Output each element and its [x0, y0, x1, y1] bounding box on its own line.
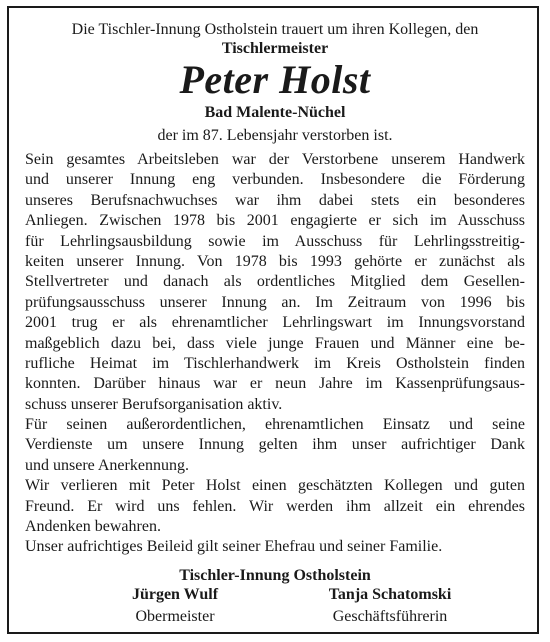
body-line: konnten. Darüber hinaus war er neun Jahre im Kassenprüfungsaus- — [25, 375, 525, 393]
body-line: Freund. Er wird uns fehlen. Wir werden ihm allzeit ein ehrendes — [25, 497, 525, 515]
body-line: Anliegen. Zwischen 1978 bis 2001 engagierte er sich im Ausschuss — [25, 212, 525, 230]
body-line: und unserer Innung eng verbunden. Insbesondere die Förderung — [25, 171, 525, 189]
body-line: für Lehrlingsausbildung sowie im Ausschuss für Lehrlingsstreitig- — [25, 232, 525, 250]
deceased-place: Bad Malente-Nüchel — [204, 104, 346, 121]
signature-right — [300, 586, 480, 626]
body-line: Andenken bewahren. — [25, 518, 161, 536]
signature-organization: Tischler-Innung Ostholstein — [179, 567, 371, 584]
body-line: prüfungsausschuss unserer Innung an. Im Zeitraum von 1996 bis — [25, 293, 525, 311]
body-line: Für seinen außerordentlichen, ehrenamtlichen Einsatz und seine — [25, 416, 525, 434]
body-line: Verdienste um unsere Innung gelten ihm unser aufrichtiger Dank — [25, 436, 525, 454]
body-line: 2001 trug er als ehrenamtlicher Lehrlingswart im Innungsvorstand — [25, 314, 525, 332]
body-line: und unsere Anerkennung. — [25, 456, 189, 474]
notice-body — [25, 150, 525, 558]
signatory-role: Obermeister — [135, 608, 215, 625]
body-line: schuss unserer Berufsorganisation aktiv. — [25, 395, 283, 413]
body-line: maßgeblich dazu bei, dass viele junge Frauen und Männer eine be- — [25, 334, 525, 352]
signatory-name: Tanja Schatomski — [328, 586, 452, 603]
signatory-name: Jürgen Wulf — [131, 586, 219, 603]
body-line: Wir verlieren mit Peter Holst einen geschätzten Kollegen und guten — [25, 477, 525, 495]
deceased-title: Tischlermeister — [221, 40, 329, 57]
body-line: Stellvertreter und danach als ordentliches Mitglied dem Gesellen- — [25, 273, 525, 291]
body-line: Unser aufrichtiges Beileid gilt seiner Ehefrau und seiner Familie. — [25, 538, 443, 556]
body-line: rufliche Heimat im Tischlerhandwerk im Kreis Ostholstein finden — [25, 354, 525, 372]
intro-line: Die Tischler-Innung Ostholstein trauert um ihren Kollegen, den — [71, 21, 479, 38]
signature-left — [95, 586, 255, 626]
body-line: Sein gesamtes Arbeitsleben war der Verstorbene unserem Handwerk — [25, 151, 525, 168]
deceased-name: Peter Holst — [179, 57, 371, 102]
age-line: der im 87. Lebensjahr verstorben ist. — [157, 127, 393, 144]
body-line: keiten unserer Innung. Von 1978 bis 1993 gehörte er zunächst als — [25, 252, 525, 270]
signatory-role: Geschäftsführerin — [332, 608, 448, 625]
body-line: unseres Berufsnachwuchses war ihm dabei stets ein besonderes — [25, 191, 525, 209]
